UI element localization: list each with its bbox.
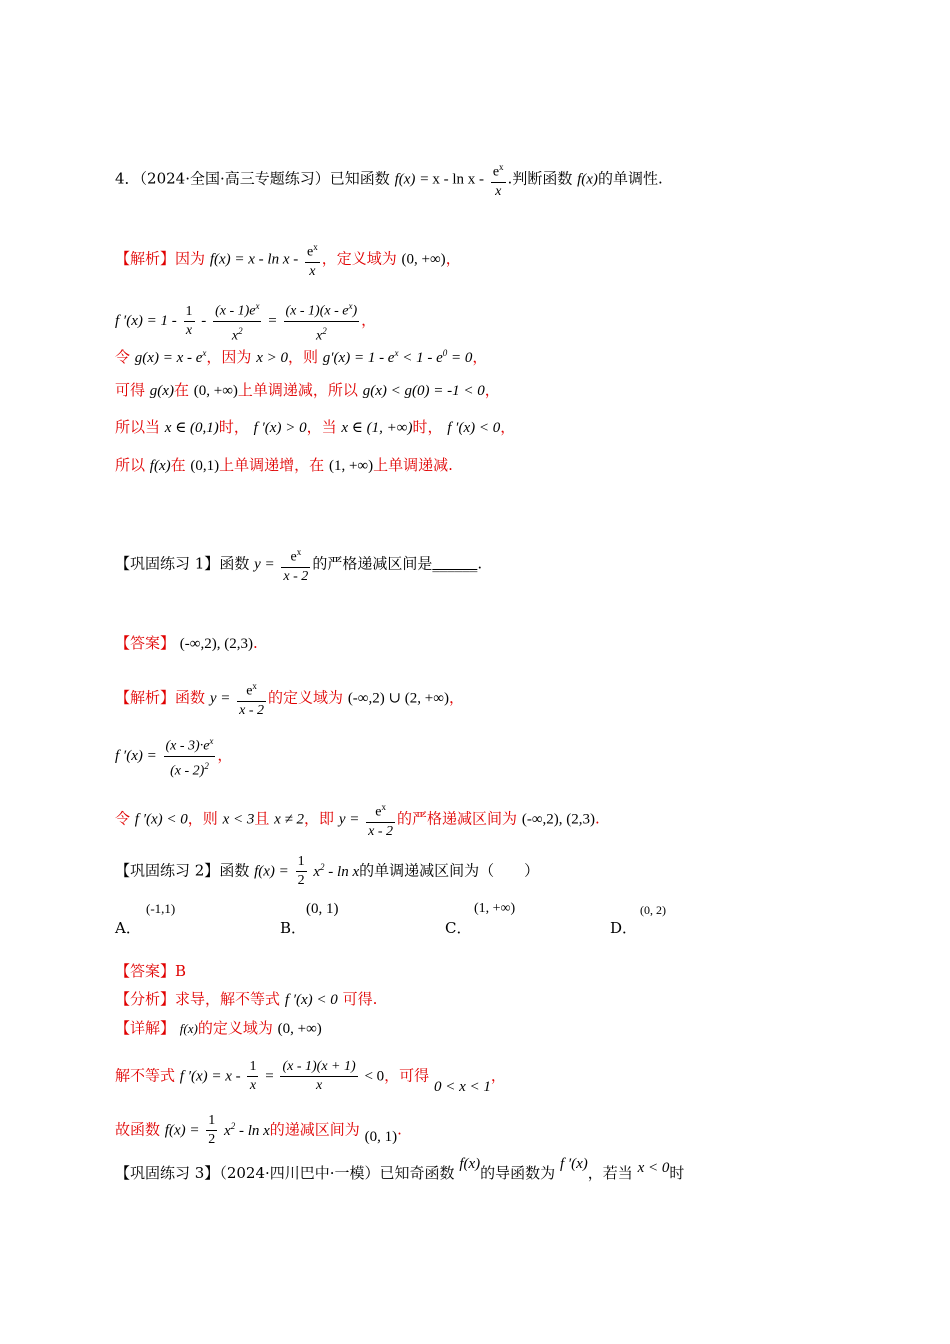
text-segment: 上单调递减，所以 <box>237 381 358 399</box>
math-expr: f ′(x) = <box>115 748 157 765</box>
exercise-1-solution-2 <box>115 732 232 780</box>
option-d-value[interactable]: (0, 2) <box>640 903 666 917</box>
text-segment: 的定义域为 <box>197 1019 273 1037</box>
option-d-label[interactable]: D． <box>610 919 638 937</box>
text-segment: 已知函数 <box>329 169 390 188</box>
text-segment: 可得. <box>342 990 378 1008</box>
text-segment: ， <box>448 688 464 707</box>
text-segment: 时， <box>412 418 443 436</box>
math-part: x <box>224 1122 231 1139</box>
math-part: = 0 <box>447 350 473 366</box>
fraction <box>164 732 216 780</box>
frac-den: x <box>249 1078 257 1093</box>
math-expr: x ∈ (1, +∞) <box>341 420 413 436</box>
text-segment: 时， <box>218 418 249 436</box>
frac-num-end: ) <box>352 303 358 319</box>
math-expr: g(x) < g(0) = -1 < 0 <box>362 383 485 399</box>
fraction <box>213 297 261 345</box>
math-expr: f ′(x) < 0 <box>134 811 188 828</box>
text-segment: （2024·四川巴中·一模）已知奇函数 <box>219 1164 455 1182</box>
math-part: x <box>313 863 321 880</box>
math-expr: (0, +∞) <box>193 383 238 399</box>
solution-line-2 <box>115 297 376 345</box>
exercise-tag: 【巩固练习 3】 <box>115 1164 220 1182</box>
text-segment: 的导函数为 <box>480 1164 556 1182</box>
text-segment: ， <box>472 348 488 366</box>
frac-den: x <box>185 322 193 338</box>
frac-num: e <box>246 683 253 699</box>
fraction <box>491 158 506 201</box>
frac-num: (x - 1)(x - e <box>285 303 349 319</box>
math-expr: < 0 <box>364 1068 385 1085</box>
text-segment: ， <box>361 311 377 330</box>
frac-num: 1 <box>296 853 307 872</box>
math-expr: y = <box>338 811 360 828</box>
text-segment: 的递减区间为 <box>269 1120 360 1139</box>
math-expr: (0, 1) <box>364 1128 398 1145</box>
frac-den: (x - 2) <box>170 763 205 779</box>
text-segment: 的定义域为 <box>268 688 344 707</box>
analysis-tag: 【解析】 <box>115 249 176 268</box>
fraction <box>206 1112 217 1149</box>
sup: 0 <box>442 348 448 358</box>
math-expr: g(x) <box>149 383 174 399</box>
sup: x <box>209 736 214 746</box>
sup: 2 <box>204 760 209 771</box>
sup: x <box>499 162 504 172</box>
text-segment: ， <box>217 746 233 765</box>
math-expr: y = <box>209 690 231 707</box>
text-segment: 在 <box>170 456 186 474</box>
analysis-tag: 【分析】 <box>115 990 176 1008</box>
sup: x <box>381 802 386 812</box>
math-expr: f ′(x) < 0 <box>284 992 338 1008</box>
exercise-1-statement <box>115 543 482 586</box>
exercise-2-detail-2 <box>115 1058 506 1095</box>
option-a-label[interactable]: A． <box>115 919 141 937</box>
text-segment: ，若当 <box>587 1164 633 1182</box>
text-segment: 可得 <box>115 381 146 399</box>
fraction <box>305 238 320 281</box>
option-c-label[interactable]: C． <box>445 919 472 937</box>
sup: x <box>255 301 260 311</box>
math-expr: (0, +∞) <box>277 1021 322 1037</box>
text-segment: ， <box>484 381 500 399</box>
math-expr: f(x) <box>179 1021 198 1036</box>
math-expr: (0,1) <box>190 458 220 474</box>
sup: x <box>348 301 353 311</box>
text-segment: . <box>397 1120 402 1139</box>
math-expr: f ′(x) = x - <box>179 1068 241 1085</box>
math-expr: x ∈ (0,1) <box>164 420 219 436</box>
solution-line-1 <box>115 238 461 281</box>
text-segment: 的单调递减区间为（ ） <box>359 861 540 880</box>
option-b-label[interactable]: B． <box>280 919 307 937</box>
exercise-3-statement <box>115 1156 685 1184</box>
math-expr: = <box>268 313 277 330</box>
text-segment: 因为 <box>175 249 206 268</box>
text-segment: ， <box>490 1066 506 1085</box>
exercise-1-solution-1 <box>115 677 464 720</box>
text-segment: .判断函数 <box>507 169 573 188</box>
frac-den: x <box>495 183 502 199</box>
math-part: - ln x <box>235 1122 270 1139</box>
text-segment: 的单调性. <box>597 169 663 188</box>
text-segment: ，则 <box>187 809 218 828</box>
text-segment: ，则 <box>287 348 318 366</box>
sup: 2 <box>238 325 243 336</box>
text-segment: 函数 <box>219 554 250 573</box>
sup: x <box>202 348 207 358</box>
frac-den: 2 <box>297 873 305 888</box>
math-expr: (-∞,2), (2,3) <box>521 811 595 828</box>
text-segment: 所以 <box>115 456 146 474</box>
math-function: f(x) <box>577 171 598 188</box>
text-segment: ，当 <box>306 418 337 436</box>
math-expr: x > 0 <box>256 350 288 366</box>
frac-den: x <box>309 263 316 279</box>
math-expr: f ′(x) > 0 <box>253 420 307 436</box>
problem-source: （2024·全国·高三专题练习） <box>139 169 330 188</box>
sup: x <box>394 348 399 358</box>
text-segment: 的严格递减区间为 <box>397 809 518 828</box>
exercise-2-analysis <box>115 989 377 1010</box>
frac-den: x <box>231 328 239 344</box>
text-segment: . <box>252 634 258 652</box>
text-segment: 且 <box>254 809 270 828</box>
math-expr: x < 3 <box>222 811 255 828</box>
sup: x <box>252 681 257 691</box>
math-part: < 1 - e <box>398 350 443 366</box>
math-part: - ln x <box>324 863 360 880</box>
frac-num: 1 <box>184 303 195 322</box>
answer-blank: ______ <box>432 554 478 573</box>
text-segment: 故函数 <box>115 1120 161 1139</box>
text-segment: 令 <box>115 809 131 828</box>
frac-num: e <box>290 549 297 565</box>
answer-tag: 【答案】 <box>115 634 176 652</box>
math-expr: (-∞,2), (2,3) <box>179 636 253 652</box>
option-b-value[interactable]: (0, 1) <box>306 901 339 917</box>
solution-line-6 <box>115 455 453 476</box>
answer-value: B <box>175 962 187 980</box>
analysis-tag: 【解析】 <box>115 688 176 707</box>
frac-num: e <box>307 244 314 260</box>
exercise-tag: 【巩固练习 2】 <box>115 861 220 880</box>
text-segment: 上单调递增，在 <box>219 456 325 474</box>
frac-den: 2 <box>208 1132 216 1147</box>
fraction <box>296 853 307 890</box>
math-expr: 0 < x < 1 <box>433 1078 491 1095</box>
option-a-value[interactable]: (-1,1) <box>146 901 176 916</box>
exercise-2-detail-3 <box>115 1112 402 1149</box>
frac-den: x - 2 <box>368 823 394 839</box>
answer-tag: 【答案】 <box>115 962 176 980</box>
math-expr: f ′(x) <box>559 1156 588 1172</box>
frac-num: e <box>492 164 500 180</box>
solution-line-4 <box>115 380 500 401</box>
math-expr: = <box>265 1068 274 1085</box>
math-function: f(x) <box>394 171 416 188</box>
solution-line-3 <box>115 343 487 368</box>
frac-num: (x - 3)·e <box>165 738 210 754</box>
math-expr: x < 0 <box>637 1160 670 1176</box>
exercise-1-solution-3 <box>115 798 600 841</box>
math-expr: f(x) = <box>164 1122 200 1139</box>
sup: 2 <box>322 325 327 336</box>
fraction <box>184 303 195 340</box>
math-expr: y = <box>254 556 275 573</box>
sup: x <box>313 242 318 252</box>
frac-num: 1 <box>206 1112 217 1131</box>
text-segment: ，即 <box>304 809 335 828</box>
text-segment: 时 <box>669 1164 685 1182</box>
math-expr: (-∞,2) ∪ (2, +∞) <box>347 690 449 707</box>
text-segment: ，因为 <box>206 348 252 366</box>
exercise-tag: 【巩固练习 1】 <box>115 554 220 573</box>
math-expr <box>313 861 360 880</box>
math-expr: = x - ln x - <box>420 171 485 188</box>
fraction <box>284 297 360 345</box>
frac-den: x - 2 <box>239 702 265 718</box>
text-segment: 解不等式 <box>115 1066 176 1085</box>
fraction <box>280 1058 357 1095</box>
exercise-2-answer <box>115 961 186 981</box>
detail-tag: 【详解】 <box>115 1019 176 1037</box>
solution-line-5 <box>115 417 515 438</box>
text-segment: . <box>477 554 483 573</box>
text-segment: 求导，解不等式 <box>175 990 281 1008</box>
math-expr: f(x) = x - ln x - <box>209 251 299 268</box>
exercise-2-statement <box>115 853 539 890</box>
math-expr: f(x) = <box>254 863 289 880</box>
sup: 2 <box>320 861 325 872</box>
sup: x <box>296 547 302 557</box>
sup: 2 <box>230 1120 236 1131</box>
math-expr: f(x) <box>149 458 171 474</box>
math-expr <box>224 1120 270 1139</box>
text-segment: 函数 <box>219 861 250 880</box>
frac-den: x - 2 <box>283 568 309 584</box>
fraction <box>237 677 266 720</box>
fraction <box>366 798 395 841</box>
text-segment: 的严格递减区间是 <box>312 554 433 573</box>
math-part: g′(x) = 1 - e <box>322 350 395 366</box>
math-expr: f ′(x) = 1 - <box>115 313 177 330</box>
math-expr: f(x) <box>459 1156 481 1172</box>
frac-num: e <box>375 804 382 820</box>
math-expr: - <box>201 313 207 330</box>
math-expr <box>135 350 207 366</box>
problem-number: 4． <box>115 169 140 188</box>
frac-num: (x - 1)e <box>215 303 256 319</box>
text-segment: ， <box>500 418 516 436</box>
fraction <box>247 1058 258 1095</box>
text-segment: ， <box>445 249 461 268</box>
text-segment: 所以当 <box>115 418 161 436</box>
math-expr <box>323 350 473 366</box>
text-segment: ，可得 <box>384 1066 430 1085</box>
text-segment: 令 <box>115 348 131 366</box>
math-expr: (0, +∞) <box>401 251 446 268</box>
option-c-value[interactable]: (1, +∞) <box>474 901 516 916</box>
frac-num: 1 <box>247 1058 258 1077</box>
frac-den: x <box>315 1078 323 1093</box>
text-segment: ，定义域为 <box>321 249 397 268</box>
math-expr: x ≠ 2 <box>274 811 305 828</box>
frac-num: (x - 1)(x + 1) <box>280 1058 357 1077</box>
exercise-2-detail-1 <box>115 1018 322 1039</box>
math-expr: f ′(x) < 0 <box>447 420 501 436</box>
text-segment: 函数 <box>175 688 206 707</box>
fraction <box>281 543 310 586</box>
exercise-1-answer <box>115 633 258 654</box>
frac-den: x <box>315 328 323 344</box>
text-segment: . <box>595 809 600 828</box>
text-segment: 上单调递减. <box>373 456 453 474</box>
problem-4-statement <box>115 158 663 201</box>
text-segment: 在 <box>173 381 189 399</box>
math-part: g(x) = x - e <box>134 350 203 366</box>
math-expr: (1, +∞) <box>328 458 374 474</box>
